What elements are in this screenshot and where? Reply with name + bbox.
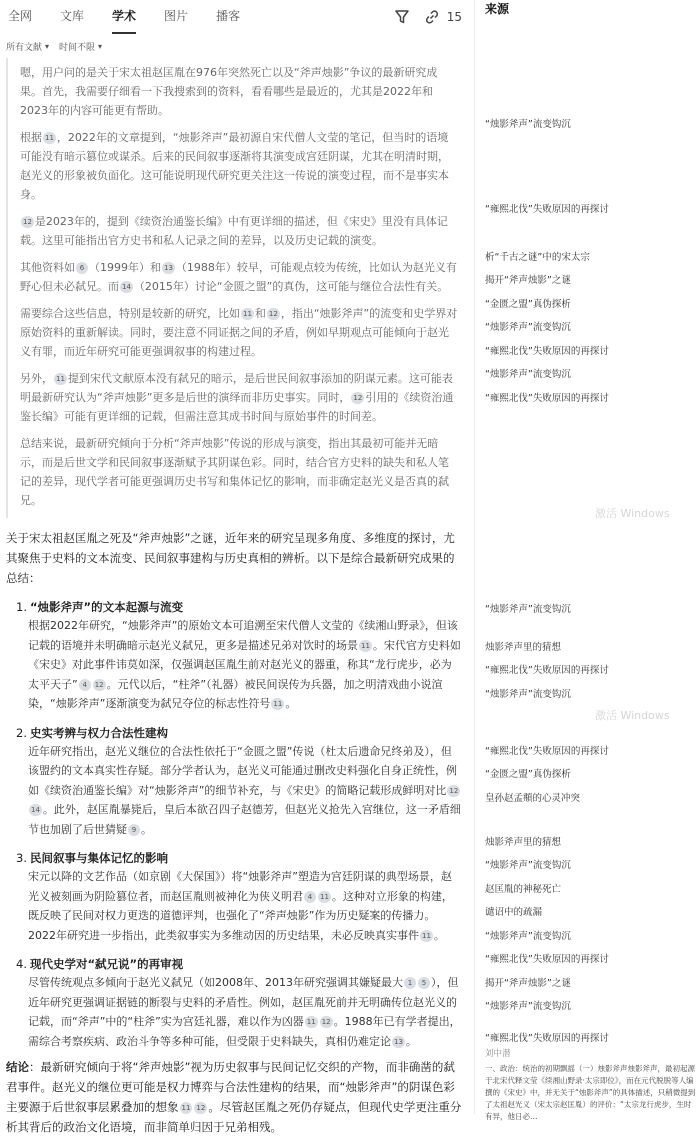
source-item[interactable]: “雍熙北伐”失败原因的再探讨 xyxy=(485,204,609,215)
source-item[interactable]: 揭开“斧声烛影”之谜 xyxy=(485,275,571,286)
citation-badge[interactable]: 11 xyxy=(181,1104,191,1112)
answer-section xyxy=(6,849,462,945)
reasoning-paragraph: 12 是2023年的，提到《续资治通鉴长编》中有更详细的描述，但《宋史》里没有具体记载。这里可能指出官方史书和私人记录之间的差异，以及历史记载的演变。 xyxy=(20,215,448,247)
citation-badge[interactable]: 4 xyxy=(79,679,91,691)
reasoning-block xyxy=(6,58,458,518)
section-body: 根据2022年研究，“烛影斧声”的原始文本可追溯至宋代僧人文莹的《续湘山野录》，但该记载的语境并未明确暗示赵光义弑兄，更多是描述兄弟对饮时的场景 11 。宋代官方史料如《宋史》对此事件讳莫如深，仅强调赵匡胤生前对赵光义的器重，称其“龙行虎步，必为太平天子” 4 12 。元代以后，“柱斧”（礼器）被民间误传为兵器，加之明清戏曲小说渲染，“烛影斧声”逐渐演变为弑兄夺位的标志性符号 11 。 xyxy=(28,619,461,710)
source-item[interactable]: “雍熙北伐”失败原因的再探讨 xyxy=(485,393,609,404)
source-item[interactable]: “金匮之盟”真伪探析 xyxy=(485,299,571,310)
tab-images[interactable]: 图片 xyxy=(164,9,189,23)
source-snippet: 一、政治：统治的初期飘摇（一）烛影斧声烛影斧声，最初起源于北宋代释文莹《续湘山野录·太宗即位》，而在元代脱脱等人编撰的《宋史》中，并无关于“烛影斧声”的具体描述，只稍微提到了太祖赵光义（宋太宗赵匡胤）的评价：“太宗龙行虎步，生时有异，他日必… xyxy=(485,1064,696,1121)
conclusion-label: 结论 xyxy=(6,1060,29,1074)
citation-badge[interactable]: 12 xyxy=(449,786,459,795)
citation-badge[interactable]: 11 xyxy=(56,375,65,383)
reasoning-paragraph: 嗯，用户问的是关于宋太祖赵匡胤在976年突然死亡以及“斧声烛影”争议的最新研究成果。首先，我需要仔细看一下我搜索到的资料，看看哪些是最近的，尤其是2022年和2023年的内容可能更有帮助。 xyxy=(20,66,438,117)
section-title xyxy=(6,598,462,616)
answer-intro: 关于宋太祖赵匡胤之死及“斧声烛影”之谜，近年来的研究呈现多角度、多维度的探讨，尤其聚焦于史料的文本流变、民间叙事建构与历史真相的辨析。以下是综合最新研究成果的总结： xyxy=(6,531,455,585)
filter-doc-type[interactable] xyxy=(6,40,49,53)
citation-badge[interactable]: 6 xyxy=(76,262,88,274)
citation-badge[interactable]: 12 xyxy=(321,1018,331,1026)
filter-doc-type-label: 所有文献 xyxy=(6,43,43,53)
section-title-text: “烛影斧声”的文本起源与流变 xyxy=(29,600,184,614)
source-item[interactable]: 揭开“斧声烛影”之谜 xyxy=(485,978,571,989)
citation-badge[interactable]: 12 xyxy=(196,1104,206,1112)
citation-badge[interactable]: 13 xyxy=(164,264,173,272)
citation-badge[interactable]: 1 xyxy=(404,977,416,989)
filter-time-label: 时间不限 xyxy=(59,43,96,53)
source-item[interactable]: “烛影斧声”流变钩沉 xyxy=(485,322,571,333)
source-item[interactable]: 赵匡胤的神秘死亡 xyxy=(485,884,562,895)
windows-watermark: 激活 Windows xyxy=(595,507,670,520)
section-title-text: 民间叙事与集体记忆的影响 xyxy=(29,851,168,865)
source-item[interactable]: “雍熙北伐”失败原因的再探讨 xyxy=(485,1033,609,1044)
section-title xyxy=(6,724,462,742)
sources-panel xyxy=(474,0,700,1121)
citation-badge[interactable]: 12 xyxy=(353,394,363,402)
section-number: 2. xyxy=(16,725,27,740)
answer-body xyxy=(6,528,462,1137)
citation-badge[interactable]: 11 xyxy=(361,641,370,650)
tab-all[interactable]: 全网 xyxy=(8,9,33,23)
chevron-down-icon: ▾ xyxy=(98,42,103,51)
source-item[interactable]: 谴诏中的疏漏 xyxy=(485,907,543,918)
reasoning-paragraph: 另外， 11 提到宋代文献原本没有弑兄的暗示，是后世民间叙事添加的阴谋元素。这可能表明最新研究认为“斧声烛影”更多是后世的演绎而非历史事实。同时， 12 引用的《续资治通鉴长编》可能有更详细的记载，但需注意其成书时间与原始事件的时间差。 xyxy=(20,372,454,423)
source-item[interactable]: “雍熙北伐”失败原因的再探讨 xyxy=(485,746,609,757)
answer-section xyxy=(6,598,462,714)
citation-badge[interactable]: 11 xyxy=(320,892,329,901)
filter-time[interactable] xyxy=(59,40,102,53)
link-icon[interactable] xyxy=(421,6,443,28)
source-item[interactable]: “烛影斧声”流变钩沉 xyxy=(485,604,571,615)
source-item[interactable]: 皇孙赵孟頫的心灵冲突 xyxy=(485,793,581,804)
tab-academic[interactable]: 学术 xyxy=(112,0,136,34)
section-title xyxy=(6,849,462,867)
reasoning-paragraph: 其他资料如 6 （1999年）和 13 （1988年）较早，可能观点较为传统，比如认为赵光义有野心但未必弑兄。而 14 （2015年）讨论“金匮之盟”的真伪，这可能与继位合法性有关。 xyxy=(20,261,457,293)
source-item[interactable]: “金匮之盟”真伪探析 xyxy=(485,769,571,780)
section-body: 宋元以降的文艺作品（如京剧《大保国》）将“烛影斧声”塑造为宫廷阴谋的典型场景，赵光义被刻画为阴险篡位者，而赵匡胤则被神化为侠义明君 4 11 。这种对立形象的构建，既反映了民间对权力更迭的道德评判，也强化了“斧声烛影”作为历史疑案的传播力。2022年研究进一步指出，此类叙事实为多维动因的历史结果，未必反映真实事件 11 。 xyxy=(28,870,453,942)
citation-badge[interactable]: 14 xyxy=(31,806,40,814)
citation-badge[interactable]: 13 xyxy=(394,1037,403,1046)
citation-badge[interactable]: 11 xyxy=(422,931,431,940)
conclusion-text: ：最新研究倾向于将“斧声烛影”视为历史叙事与民间记忆交织的产物，而非确凿的弑君事件。赵光义的继位更可能是权力博弈与合法性建构的结果，而“烛影斧声”的阴谋色彩主要源于后世叙事层累叠加的想象 11 12 。尽管赵匡胤之死仍存疑点，但现代史学更注重分析其背后的政治文化语境，而非简单归因于兄弟相残。 xyxy=(6,1060,462,1134)
sources-title: 来源 xyxy=(485,2,510,16)
citation-badge[interactable]: 12 xyxy=(23,218,32,226)
reasoning-paragraph: 需要综合这些信息，特别是较新的研究，比如 11 和 12 ，指出“烛影斧声”的流变和史学界对原始资料的重新解读。同时，要注意不同证据之间的矛盾，例如早期观点可能倾向于赵光义有罪，而近年研究可能更强调叙事的构建过程。 xyxy=(20,307,458,358)
section-number: 1. xyxy=(16,600,27,614)
source-item[interactable]: “雍熙北伐”失败原因的再探讨 xyxy=(485,346,609,357)
source-item[interactable]: 析“千古之谜”中的宋太宗 xyxy=(485,252,590,263)
citation-badge[interactable]: 11 xyxy=(306,1018,316,1026)
filter-icon[interactable] xyxy=(391,6,413,28)
section-title xyxy=(6,955,462,973)
citation-badge[interactable]: 12 xyxy=(268,310,278,318)
citation-badge[interactable]: 12 xyxy=(94,680,104,689)
source-item[interactable]: “烛影斧声”流变钩沉 xyxy=(485,689,571,700)
source-item[interactable]: “烛影斧声”流变钩沉 xyxy=(485,931,571,942)
conclusion xyxy=(6,1057,462,1137)
citation-badge[interactable]: 5 xyxy=(418,977,430,989)
filter-bar xyxy=(6,40,112,53)
source-author: 刘中潜 xyxy=(485,1049,511,1059)
citation-badge[interactable]: 11 xyxy=(273,700,283,708)
section-number: 4. xyxy=(16,957,27,971)
section-title-text: 史实考辨与权力合法性建构 xyxy=(29,725,168,740)
source-item[interactable]: “烛影斧声”流变钩沉 xyxy=(485,1001,571,1012)
top-tabs xyxy=(0,0,466,34)
section-title-text: 现代史学对“弑兄说”的再审视 xyxy=(29,957,184,971)
source-item[interactable]: “烛影斧声”流变钩沉 xyxy=(485,860,571,871)
section-number: 3. xyxy=(16,851,27,865)
source-item[interactable]: “雍熙北伐”失败原因的再探讨 xyxy=(485,954,609,965)
source-item[interactable]: 烛影斧声里的猜想 xyxy=(485,642,562,653)
windows-watermark: 激活 Windows xyxy=(595,709,670,722)
tab-podcast[interactable]: 播客 xyxy=(216,9,241,23)
citation-badge[interactable]: 11 xyxy=(243,310,252,318)
source-item[interactable]: “雍熙北伐”失败原因的再探讨 xyxy=(485,665,609,676)
reasoning-paragraph: 根据 11 ，2022年的文章提到，“烛影斧声”最初源自宋代僧人文莹的笔记，但当时的语境可能没有暗示篡位或谋杀。后来的民间叙事逐渐将其演变成宫廷阴谋，尤其在明清时期，赵光义的形象被负面化。这可能说明现代研究更关注这一传说的演变过程，而不是事实本身。 xyxy=(20,131,449,201)
citation-badge[interactable]: 9 xyxy=(128,824,140,836)
chevron-down-icon: ▾ xyxy=(45,42,50,51)
source-item[interactable]: “烛影斧声”流变钩沉 xyxy=(485,119,571,130)
citation-badge[interactable]: 11 xyxy=(45,134,54,142)
source-item[interactable]: 烛影斧声里的猜想 xyxy=(485,837,562,848)
reasoning-paragraph: 总结来说，最新研究倾向于分析“斧声烛影”传说的形成与演变，指出其最初可能并无暗示，而是后世文学和民间叙事逐渐赋予其阴谋色彩。同时，结合官方史料的缺失和私人笔记的差异，现代学者可能更强调历史书写和集体记忆的影响，而非确定赵光义是否真的弑兄。 xyxy=(20,437,449,507)
section-body: 近年研究指出，赵光义继位的合法性依托于“金匮之盟”传说（杜太后遗命兄终弟及），但该盟约的文本真实性存疑。部分学者认为，赵光义可能通过删改史料强化自身正统性，例如《续资治通鉴长编》对“烛影斧声”的细节补充，与《宋史》的简略记载形成鲜明对比 1214 。此外，赵匡胤暴毙后，皇后本欲召四子赵德芳，但赵光义抢先入宫继位，这一矛盾细节也加剧了后世猜疑 9 。 xyxy=(28,744,461,836)
answer-section xyxy=(6,724,462,840)
tab-library[interactable]: 文库 xyxy=(60,9,85,23)
source-item[interactable]: “烛影斧声”流变钩沉 xyxy=(485,369,571,380)
citation-badge[interactable]: 14 xyxy=(122,283,131,291)
section-body: 尽管传统观点多倾向于赵光义弑兄（如2008年、2013年研究强调其嫌疑最大 1 5 ），但近年研究更强调证据链的断裂与史料的矛盾性。例如，赵匡胤死前并无明确传位赵光义的记载，而“斧声”中的“柱斧”实为宫廷礼器，难以作为凶器 11 12 。1988年已有学者提出，需综合考察疾病、政治斗争等多种可能，但受限于史料缺失，真相仍难定论 13 。 xyxy=(28,976,461,1048)
nav-actions xyxy=(383,0,462,34)
link-count: 15 xyxy=(446,10,462,24)
citation-badge[interactable]: 4 xyxy=(304,891,316,903)
answer-section xyxy=(6,955,462,1051)
